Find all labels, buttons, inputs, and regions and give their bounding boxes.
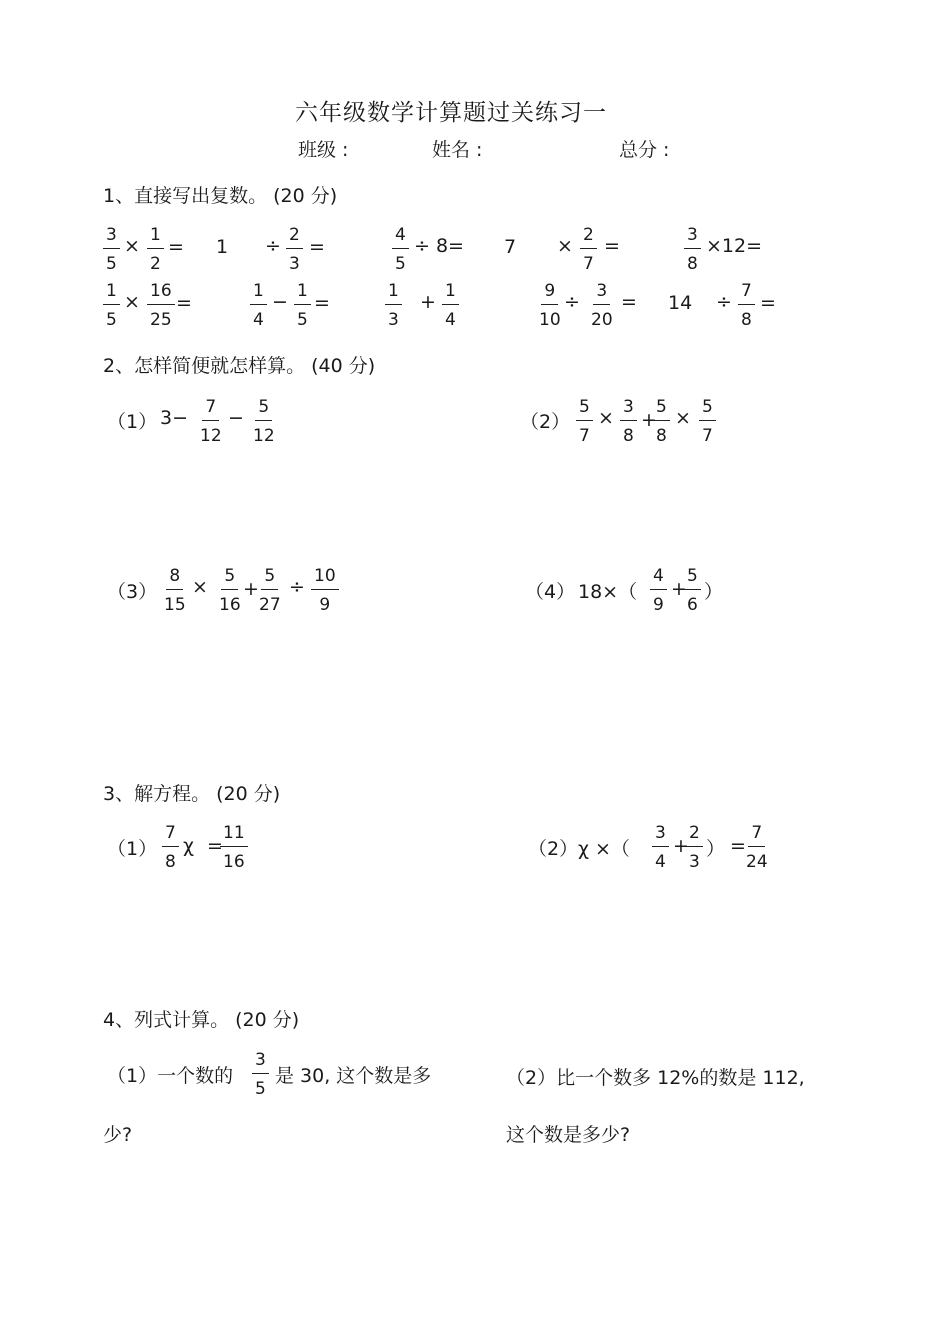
fraction: $\frac{16}{25}$ xyxy=(147,281,175,330)
fraction: $\frac{2}{7}$ xyxy=(580,225,597,274)
whole-number: 14 xyxy=(668,292,693,314)
problem-label: （1） xyxy=(107,838,158,860)
close-paren: ） xyxy=(704,581,724,603)
fraction: $\frac{9}{10}$ xyxy=(539,281,561,330)
fraction: $\frac{3}{5}$ xyxy=(103,225,120,274)
operator: ÷ xyxy=(289,576,305,598)
fraction: $\frac{11}{16}$ xyxy=(220,823,248,872)
fraction: $\frac{1}{3}$ xyxy=(385,281,402,330)
section2-heading: 2、怎样简便就怎样算。 (40 分) xyxy=(103,355,376,377)
fraction: $\frac{5}{6}$ xyxy=(684,566,701,615)
fraction: $\frac{1}{4}$ xyxy=(250,281,267,330)
expression-lead: χ ×（ xyxy=(578,838,630,860)
operator: ÷ xyxy=(564,291,580,313)
fraction: $\frac{7}{12}$ xyxy=(200,397,222,446)
fraction: $\frac{1}{2}$ xyxy=(147,225,164,274)
word-problem-text: （2）比一个数多 12%的数是 112, xyxy=(506,1067,805,1089)
whole-number: 7 xyxy=(504,236,517,258)
fraction: $\frac{4}{5}$ xyxy=(392,225,409,274)
fraction: $\frac{2}{3}$ xyxy=(286,225,303,274)
equals: = xyxy=(621,291,637,313)
equals: = xyxy=(604,235,620,257)
problem-label: （2） xyxy=(520,411,571,433)
section4-heading: 4、列式计算。 (20 分) xyxy=(103,1009,300,1031)
word-problem-text: （1）一个数的 xyxy=(107,1065,234,1087)
fraction: $\frac{7}{8}$ xyxy=(738,281,755,330)
fraction: $\frac{3}{5}$ xyxy=(252,1050,269,1099)
fraction: $\frac{1}{5}$ xyxy=(103,281,120,330)
whole-number: 1 xyxy=(216,236,229,258)
expression-rest: ×12= xyxy=(706,235,763,257)
operator: + xyxy=(641,409,657,431)
fraction: $\frac{7}{24}$ xyxy=(746,823,768,872)
operator: ÷ xyxy=(716,291,732,313)
expression-lead: 18×（ xyxy=(578,581,638,603)
class-label: 班级 : xyxy=(298,139,349,161)
fraction: $\frac{5}{27}$ xyxy=(259,566,281,615)
close-paren: ） xyxy=(706,838,726,860)
fraction: $\frac{1}{5}$ xyxy=(294,281,311,330)
variable: χ xyxy=(183,835,194,857)
equals: = xyxy=(730,835,746,857)
operator: × xyxy=(124,235,140,257)
fraction: $\frac{5}{8}$ xyxy=(653,397,670,446)
operator: × xyxy=(124,291,140,313)
word-problem-text: 少? xyxy=(103,1124,133,1146)
fraction: $\frac{8}{15}$ xyxy=(164,566,186,615)
fraction: $\frac{7}{8}$ xyxy=(162,823,179,872)
operator: − xyxy=(228,407,244,429)
name-label: 姓名 : xyxy=(432,139,483,161)
word-problem-text: 这个数是多少? xyxy=(506,1124,631,1146)
expression-rest: ÷ 8= xyxy=(414,235,464,257)
operator: × xyxy=(598,407,614,429)
fraction: $\frac{5}{16}$ xyxy=(219,566,241,615)
equals: = xyxy=(168,236,184,258)
operator: − xyxy=(272,291,288,313)
operator: + xyxy=(671,578,687,600)
page-title: 六年级数学计算题过关练习一 xyxy=(295,100,607,126)
problem-label: （4） xyxy=(525,581,576,603)
fraction: $\frac{2}{3}$ xyxy=(686,823,703,872)
fraction: $\frac{10}{9}$ xyxy=(311,566,339,615)
equals: = xyxy=(760,292,776,314)
equals: = xyxy=(176,292,192,314)
equals: = xyxy=(314,292,330,314)
fraction: $\frac{1}{4}$ xyxy=(442,281,459,330)
operator: ÷ xyxy=(265,235,281,257)
fraction: $\frac{3}{4}$ xyxy=(652,823,669,872)
operator: + xyxy=(673,835,689,857)
fraction: $\frac{5}{7}$ xyxy=(699,397,716,446)
section3-heading: 3、解方程。 (20 分) xyxy=(103,783,281,805)
fraction: $\frac{3}{8}$ xyxy=(684,225,701,274)
equals: = xyxy=(207,835,223,857)
problem-label: （3） xyxy=(107,581,158,603)
fraction: $\frac{5}{12}$ xyxy=(253,397,275,446)
operator: + xyxy=(243,578,259,600)
fraction: $\frac{3}{8}$ xyxy=(620,397,637,446)
problem-label: （1） xyxy=(107,411,158,433)
problem-label: （2） xyxy=(528,838,579,860)
equals: = xyxy=(309,236,325,258)
fraction: $\frac{3}{20}$ xyxy=(591,281,613,330)
operator: + xyxy=(420,291,436,313)
fraction: $\frac{4}{9}$ xyxy=(650,566,667,615)
section1-heading: 1、直接写出复数。 (20 分) xyxy=(103,185,338,207)
expression-lead: 3− xyxy=(160,407,189,429)
score-label: 总分 : xyxy=(619,139,670,161)
operator: × xyxy=(192,576,208,598)
word-problem-text: 是 30, 这个数是多 xyxy=(275,1065,432,1087)
operator: × xyxy=(675,407,691,429)
operator: × xyxy=(557,235,573,257)
fraction: $\frac{5}{7}$ xyxy=(576,397,593,446)
